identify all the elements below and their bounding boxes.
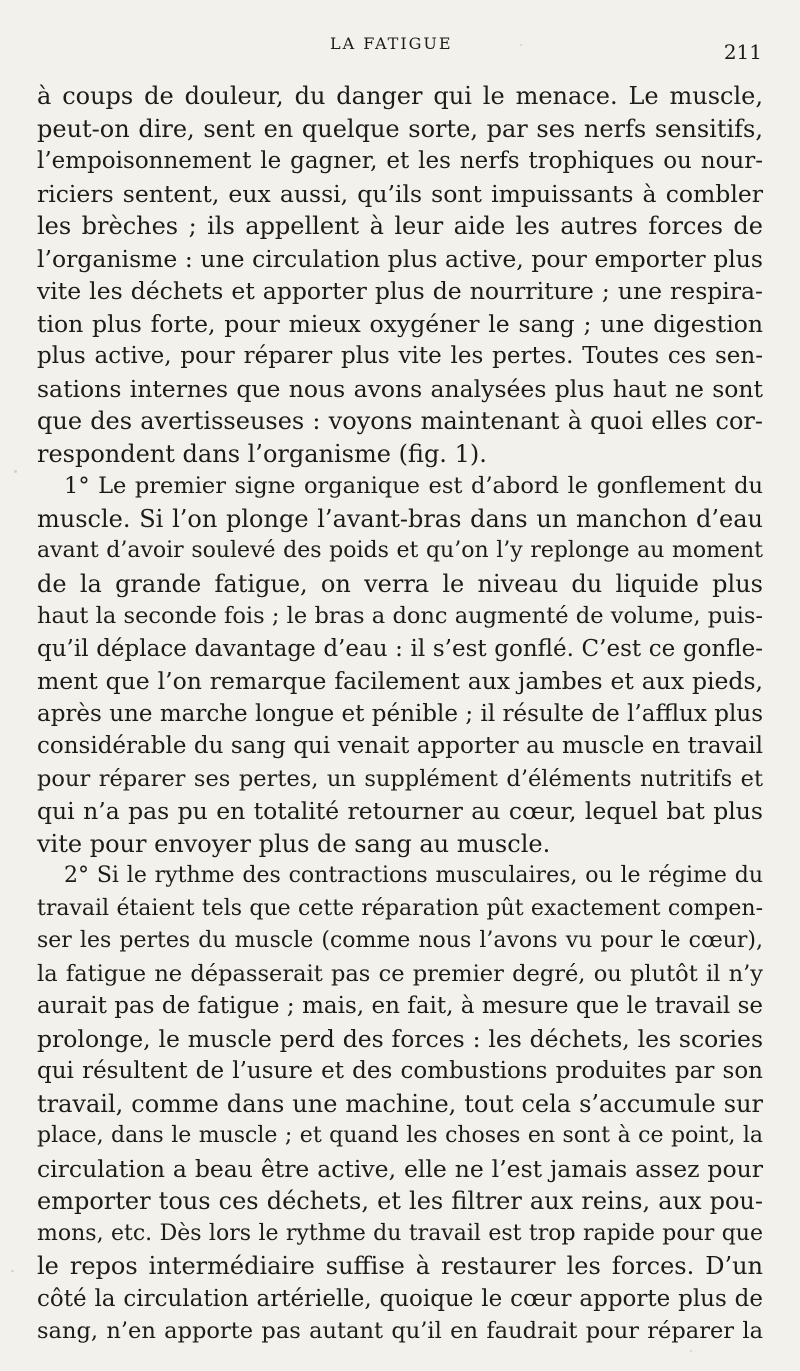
paper-speck bbox=[520, 44, 522, 46]
paragraph-start-line: 2° Si le rythme des contractions musculaires, ou le régime du bbox=[64, 863, 763, 888]
text-line: qui résultent de l’usure et des combustions produites par son bbox=[37, 1058, 763, 1084]
text-line: la fatigue ne dépasserait pas ce premier degré, ou plutôt il n’y bbox=[37, 960, 763, 987]
text-line: tion plus forte, pour mieux oxygéner le sang ; une digestion bbox=[37, 309, 763, 338]
text-line: les brèches ; ils appellent à leur aide les autres forces de bbox=[37, 212, 763, 240]
body-text bbox=[37, 80, 763, 1348]
page-number: 211 bbox=[723, 40, 762, 64]
running-title: LA FATIGUE bbox=[330, 34, 453, 53]
text-line: vite les déchets et apporter plus de nourriture ; une respira- bbox=[37, 277, 763, 305]
paper-speck bbox=[11, 1270, 14, 1272]
text-line: riciers sentent, eux aussi, qu’ils sont impuissants à combler bbox=[37, 179, 763, 208]
text-line: considérable du sang qui venait apporter au muscle en travail bbox=[37, 733, 763, 759]
text-line: pour réparer ses pertes, un supplément d’éléments nutritifs et bbox=[37, 765, 763, 792]
paper-speck bbox=[14, 470, 17, 473]
text-line: mons, etc. Dès lors le rythme du travail est trop rapide pour que bbox=[37, 1220, 763, 1246]
text-line: ser les pertes du muscle (comme nous l’avons vu pour le cœur), bbox=[37, 928, 763, 953]
text-line: l’organisme : une circulation plus active, pour emporter plus bbox=[37, 244, 763, 273]
text-line: vite pour envoyer plus de sang au muscle. bbox=[37, 829, 551, 858]
text-line: qu’il déplace davantage d’eau : il s’est gonflé. C’est ce gonfle- bbox=[37, 635, 763, 662]
text-line: muscle. Si l’on plonge l’avant-bras dans un manchon d’eau bbox=[37, 504, 763, 533]
paper-speck bbox=[690, 1350, 692, 1352]
text-line: après une marche longue et pénible ; il résulte de l’afflux plus bbox=[37, 700, 763, 727]
text-line: l’empoisonnement le gagner, et les nerfs trophiques ou nour- bbox=[37, 148, 763, 174]
text-line: haut la seconde fois ; le bras a donc augmenté de volume, puis- bbox=[37, 603, 763, 629]
text-line: travail étaient tels que cette réparation pût exactement compen- bbox=[37, 895, 763, 921]
text-line: prolonge, le muscle perd des forces : les déchets, les scories bbox=[37, 1024, 763, 1053]
text-line: qui n’a pas pu en totalité retourner au cœur, lequel bat plus bbox=[37, 797, 763, 825]
text-line: emporter tous ces déchets, et les filtrer aux reins, aux pou- bbox=[37, 1187, 763, 1215]
text-line: à coups de douleur, du danger qui le menace. Le muscle, bbox=[37, 82, 763, 110]
text-line: de la grande fatigue, on verra le niveau du liquide plus bbox=[37, 569, 763, 598]
text-line: sations internes que nous avons analysées plus haut ne sont bbox=[37, 374, 763, 403]
text-line: respondent dans l’organisme (fig. 1). bbox=[37, 439, 487, 468]
text-line: circulation a beau être active, elle ne l’est jamais assez pour bbox=[37, 1154, 763, 1183]
text-line: côté la circulation artérielle, quoique le cœur apporte plus de bbox=[37, 1285, 763, 1312]
text-line: aurait pas de fatigue ; mais, en fait, à mesure que le travail se bbox=[37, 993, 763, 1019]
paragraph-start-line: 1° Le premier signe organique est d’abord le gonflement du bbox=[64, 473, 763, 499]
text-line: avant d’avoir soulevé des poids et qu’on l’y replonge au moment bbox=[37, 538, 763, 563]
text-line: ment que l’on remarque facilement aux jambes et aux pieds, bbox=[37, 667, 763, 695]
text-line: que des avertisseuses : voyons maintenant à quoi elles cor- bbox=[37, 407, 763, 435]
text-line: le repos intermédiaire suffise à restaurer les forces. D’un bbox=[37, 1252, 763, 1280]
text-line: plus active, pour réparer plus vite les pertes. Toutes ces sen- bbox=[37, 343, 763, 369]
text-line: peut-on dire, sent en quelque sorte, par ses nerfs sensitifs, bbox=[37, 114, 763, 143]
text-line: sang, n’en apporte pas autant qu’il en faudrait pour réparer la bbox=[37, 1318, 763, 1344]
page-header bbox=[0, 34, 800, 64]
text-line: travail, comme dans une machine, tout cela s’accumule sur bbox=[37, 1089, 763, 1118]
text-line: place, dans le muscle ; et quand les choses en sont à ce point, la bbox=[37, 1123, 763, 1148]
